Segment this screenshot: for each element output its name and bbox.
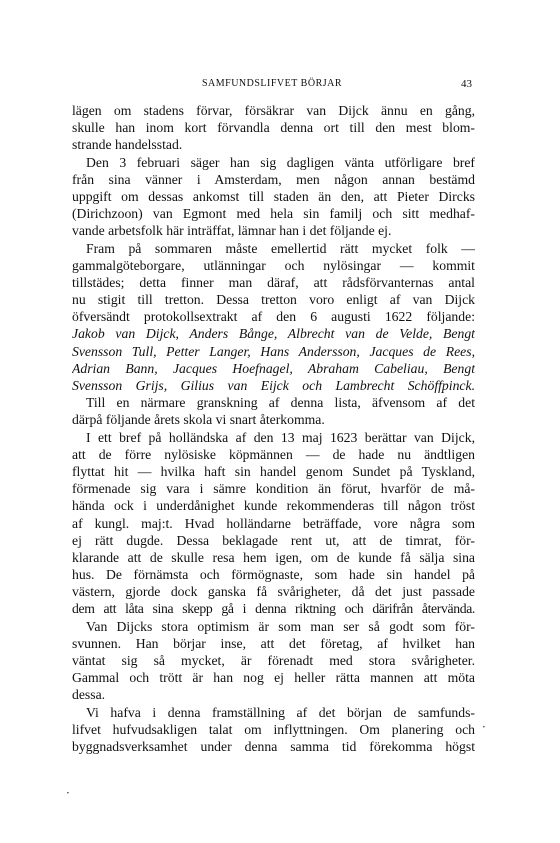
text-line: väntat sig så mycket, är förenadt med stora svårigheter. [72,653,475,668]
text-line: af kungl. maj:t. Hvad holländarne beträffade, vore några som [72,515,475,531]
text-line: tillstädes; detta finner man däraf, att rådsförvanternas antal [72,274,475,290]
text-line: I ett bref på holländska af den 13 maj 1623 berättar van Dijck, [86,429,475,445]
text-line: svunnen. Han börjar inse, att det företag, af hvilket han [72,635,475,651]
running-head [72,78,472,92]
text-line: från sina vänner i Amsterdam, men någon annan bestämd [72,171,475,187]
page-number: 43 [461,78,472,90]
text-line: Jakob van Dijck, Anders Bånge, Albrecht van de Velde, Bengt [72,326,475,342]
text-line: klarande att de skulle resa hem igen, om de kunde få sälja sina [72,549,475,565]
text-line: hända ock i underdånighet kunde rekommenderas till någon tröst [72,498,475,514]
margin-mark: · [66,786,70,800]
text-line: flyttat hit — hvilka haft sin handel genom Sundet på Tyskland, [72,463,475,479]
text-line: Svensson Grijs, Gilius van Eijck och Lambrecht Schöffpinck. [72,378,475,393]
text-line: öfversändt protokollsextrakt af den 6 augusti 1622 följande: [72,309,475,325]
text-line: strande handelsstad. [72,137,183,153]
text-line: Fram på sommaren måste emellertid rätt mycket folk — [86,240,475,256]
text-line: västern, gjorde dock ganska få svårigheter, då det just passade [72,584,475,600]
text-line: dessa. [72,687,106,703]
text-line: vande arbetsfolk här inträffat, lämnar han i det följande ej. [72,223,392,239]
text-line: Gammal och trött är han nog ej heller rätta mannen att möta [72,670,475,686]
text-line: (Dirichzoon) van Egmont med hela sin familj och sitt medhaf- [72,206,475,222]
text-line: lifvet hufvudsakligen talat om inflyttningen. Om planering och [72,721,475,737]
text-line: Den 3 februari säger han sig dagligen vänta utförligare bref [86,154,475,170]
text-line: förmenade sig vara i sämre kondition än förut, hvarför de må- [72,481,475,497]
text-line: Svensson Tull, Petter Langer, Hans Andersson, Jacques de Rees, [72,343,475,359]
text-line: uppgift om dessas ankomst till staden än den, att Pieter Dircks [72,188,475,204]
text-line: gammalgöteborgare, utlänningar och nylösingar — kommit [72,257,475,273]
text-line: Till en närmare granskning af denna lista, äfvensom af det [86,395,475,411]
running-title: SAMFUNDSLIFVET BÖRJAR [201,78,343,89]
text-line: byggnadsverksamhet under denna samma tid förekomma högst [72,738,475,754]
text-line: att de förre nylösiske köpmännen — de hade nu ändtligen [72,446,475,462]
text-line: lägen om stadens förvar, försäkrar van Dijck ännu en gång, [72,103,475,118]
text-line: ej rätt dugde. Dessa beklagade rent ut, att de timrat, för- [72,532,475,548]
body-text [72,102,475,755]
text-line: hus. De förnämsta och förmögnaste, som hade sin handel på [72,567,475,583]
text-line: Van Dijcks stora optimism är som man ser så godt som för- [86,618,475,634]
text-line: Adrian Bann, Jacques Hoefnagel, Abraham Cabeliau, Bengt [72,360,475,376]
text-line: Vi hafva i denna framställning af det början de samfunds- [86,704,475,720]
text-line: skulle han inom kort förvandla denna ort till den mest blom- [72,120,475,136]
margin-mark: · [482,720,486,734]
text-line: dem att låta sina skepp gå i denna riktning och därifrån återvända. [72,601,475,617]
text-line: därpå följande årets skola vi snart återkomma. [72,412,325,428]
text-line: nu stigit till tretton. Dessa tretton voro enligt af van Dijck [72,292,475,308]
